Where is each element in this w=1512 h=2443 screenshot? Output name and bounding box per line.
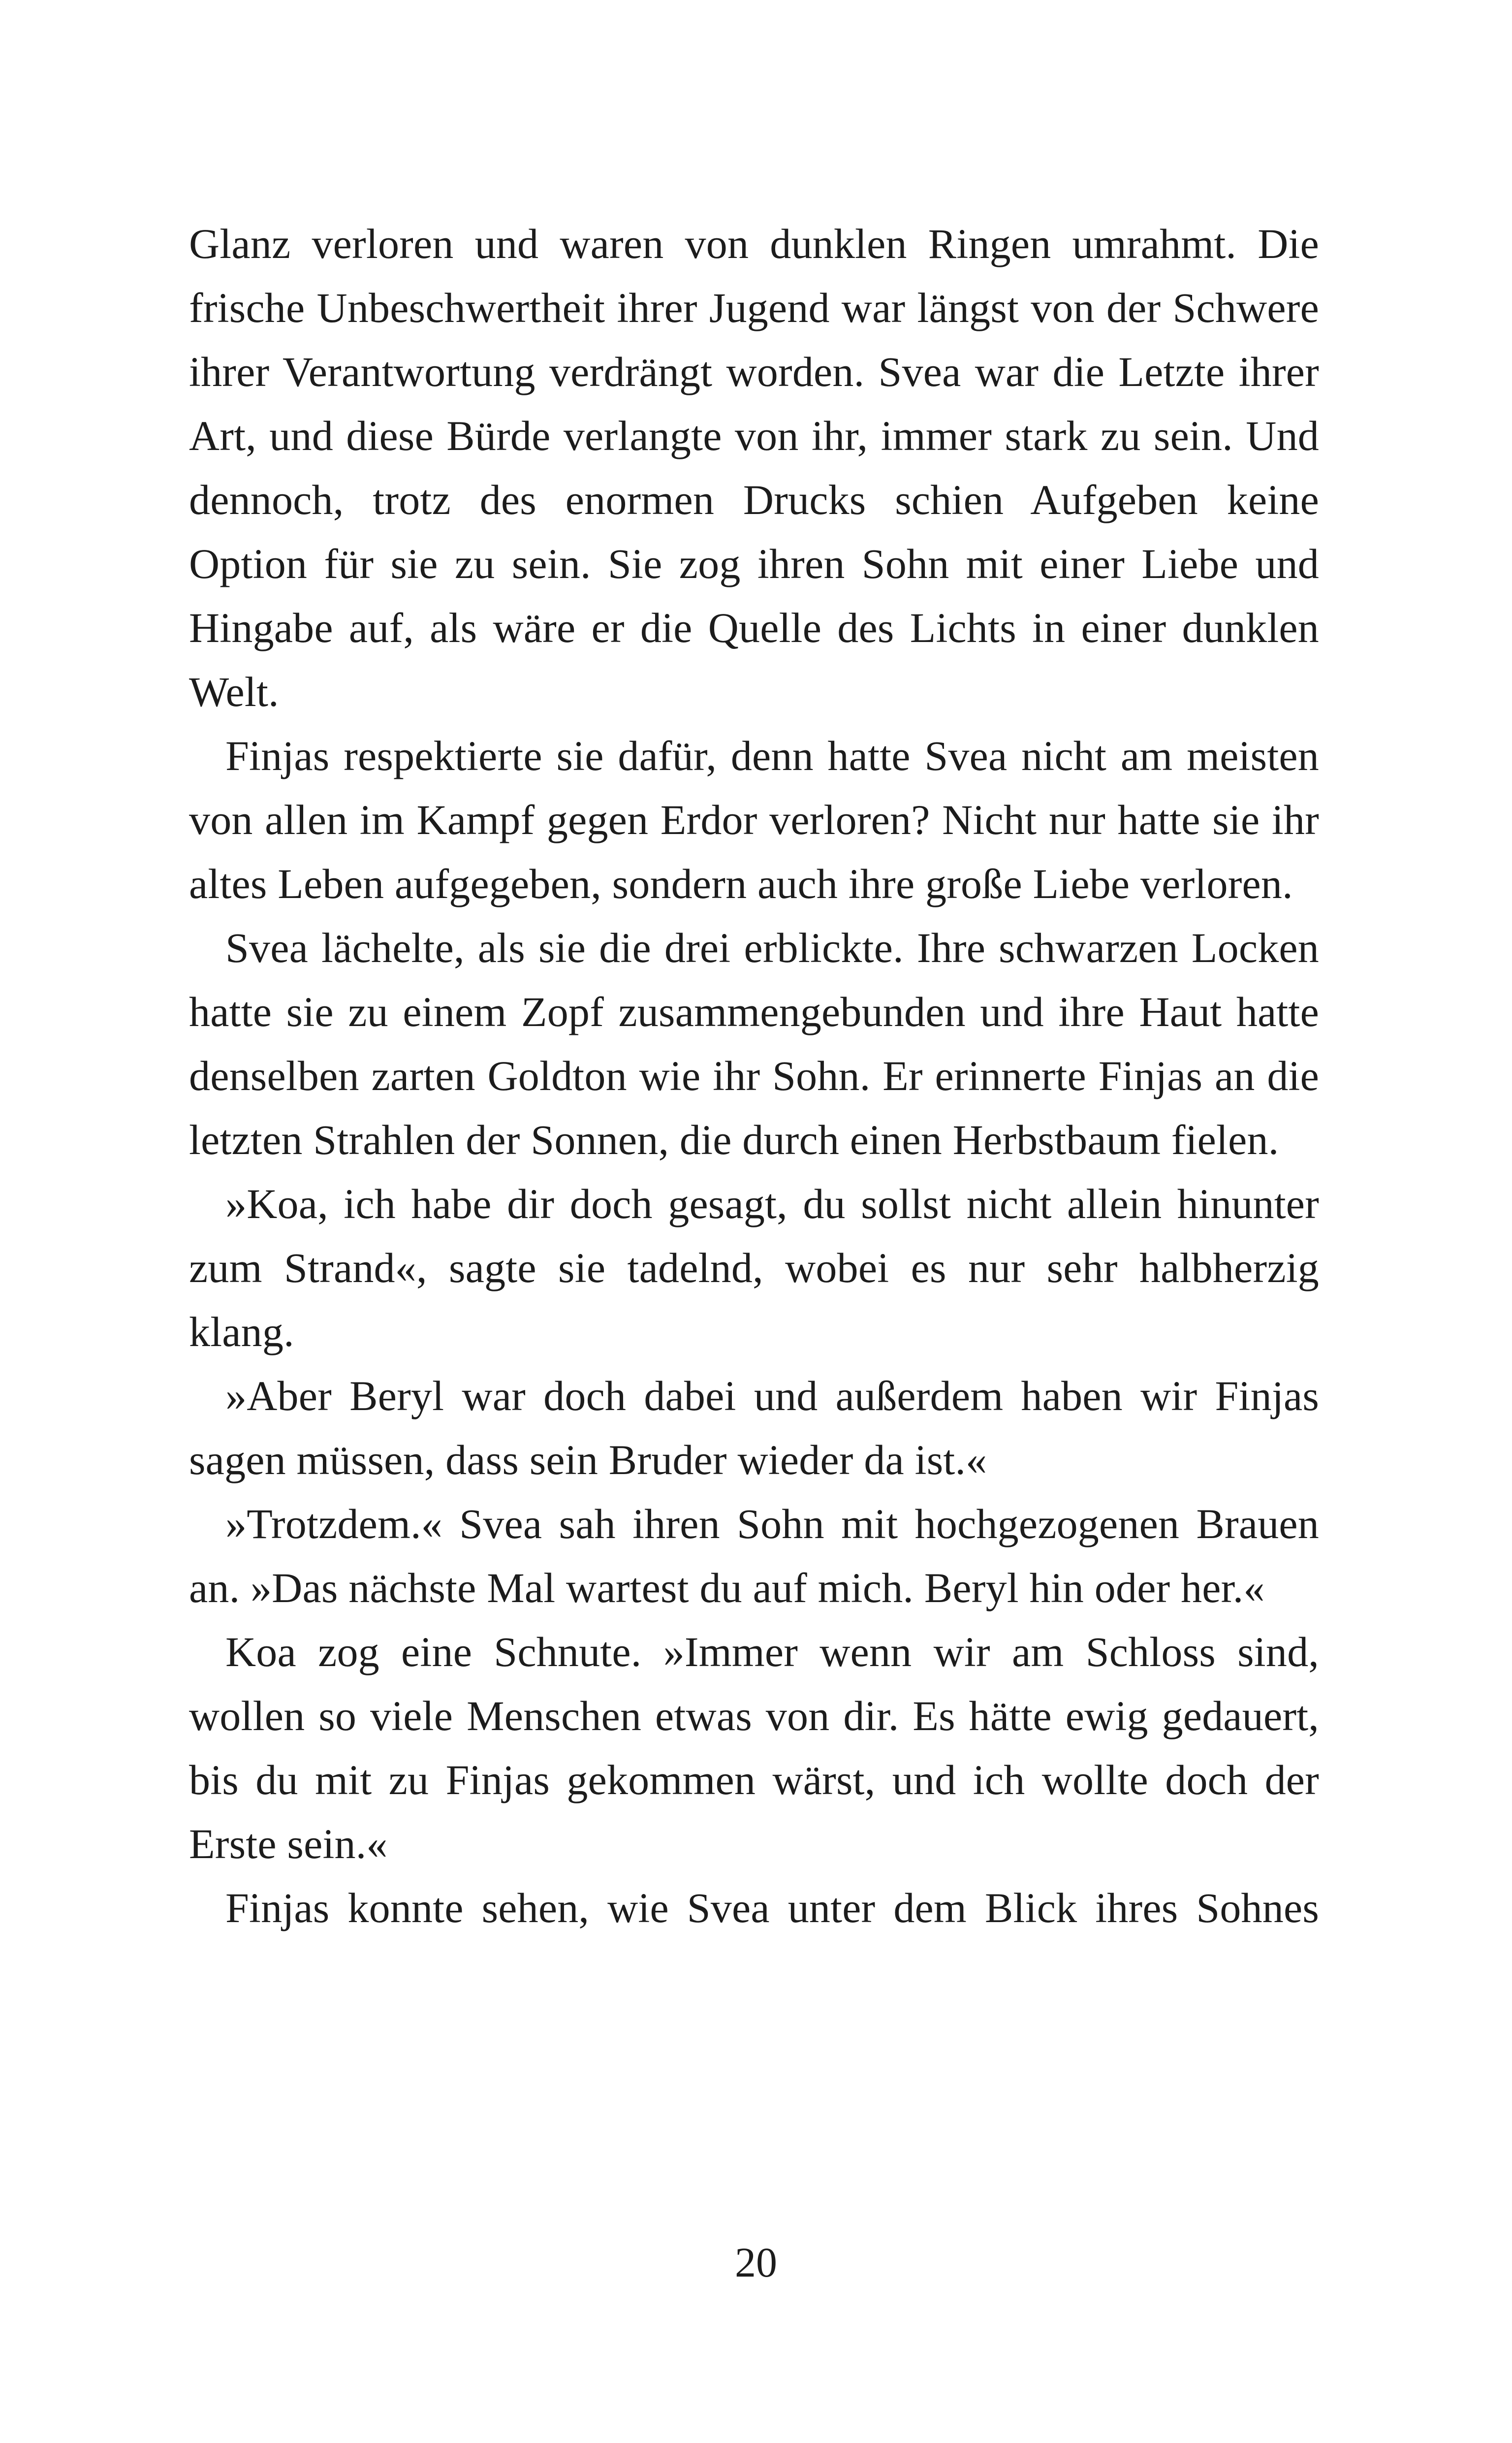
paragraph-5: »Aber Beryl war doch dabei und außerdem haben wir Finjas sagen müssen, dass sein Bruder wieder da ist.« <box>189 1372 1319 1483</box>
paragraph-7: Koa zog eine Schnute. »Immer wenn wir am Schloss sind, wollen so viele Menschen etwas von dir. Es hätte ewig gedauert, bis du mit zu Finjas gekommen wärst, und ich wollte doch der Erste sein.« <box>189 1628 1319 1867</box>
paragraph-1: Glanz verloren und waren von dunklen Ringen umrahmt. Die frische Unbeschwertheit ihrer Jugend war längst von der Schwere ihrer Verantwortung verdrängt worden. Svea war die Letzte ihrer Art, und diese Bürde verlangte von ihr, immer stark zu sein. Und dennoch, trotz des enormen Drucks schien Aufgeben keine Option für sie zu sein. Sie zog ihren Sohn mit einer Liebe und Hingabe auf, als wäre er die Quelle des Lichts in einer dunklen Welt. <box>189 220 1319 715</box>
paragraph-2: Finjas respektierte sie dafür, denn hatte Svea nicht am meisten von allen im Kampf gegen Erdor verloren? Nicht nur hatte sie ihr altes Leben aufgegeben, sondern auch ihre große Liebe verloren. <box>189 732 1319 907</box>
paragraph-8: Finjas konnte sehen, wie Svea unter dem Blick ihres Sohnes <box>225 1884 1319 1931</box>
paragraph-6: »Trotzdem.« Svea sah ihren Sohn mit hochgezogenen Brauen an. »Das nächste Mal wartest du auf mich. Beryl hin oder her.« <box>189 1500 1319 1611</box>
paragraph-3: Svea lächelte, als sie die drei erblickte. Ihre schwarzen Locken hatte sie zu einem Zopf zusammengebunden und ihre Haut hatte denselben zarten Goldton wie ihr Sohn. Er erinnerte Finjas an die letzten Strahlen der Sonnen, die durch einen Herbstbaum fielen. <box>189 924 1319 1163</box>
body-text <box>189 212 1319 1940</box>
page-number: 20 <box>735 2239 777 2286</box>
paragraph-4: »Koa, ich habe dir doch gesagt, du sollst nicht allein hinunter zum Strand«, sagte sie tadelnd, wobei es nur sehr halbherzig klang. <box>189 1180 1319 1355</box>
